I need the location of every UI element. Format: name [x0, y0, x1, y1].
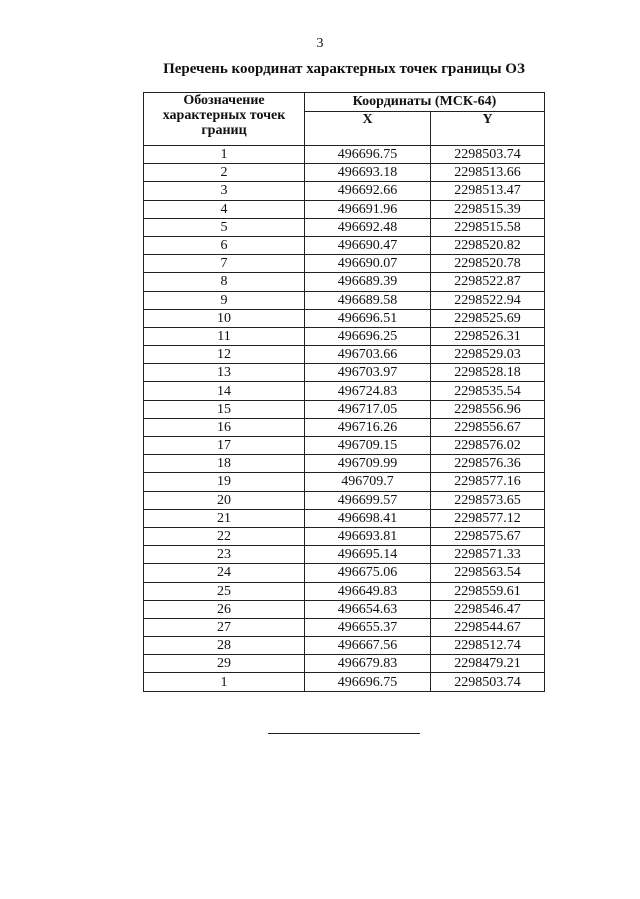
- y-coordinate-cell: 2298573.65: [431, 491, 545, 509]
- table-row: [144, 491, 545, 509]
- y-coordinate-cell: 2298575.67: [431, 527, 545, 545]
- x-coordinate-cell: 496699.57: [305, 491, 431, 509]
- table-row: [144, 582, 545, 600]
- page-number: 3: [316, 36, 324, 51]
- y-coordinate-cell: 2298513.66: [431, 164, 545, 182]
- y-coordinate-cell: 2298535.54: [431, 382, 545, 400]
- table-row: [144, 564, 545, 582]
- x-coordinate-cell: 496693.81: [305, 527, 431, 545]
- y-coordinate-cell: 2298520.82: [431, 236, 545, 254]
- header-point-designation: Обозначение характерных точек границ: [144, 93, 305, 146]
- point-number-cell: 29: [144, 655, 305, 673]
- y-coordinate-cell: 2298522.87: [431, 273, 545, 291]
- point-number-cell: 23: [144, 546, 305, 564]
- x-coordinate-cell: 496709.15: [305, 437, 431, 455]
- y-coordinate-cell: 2298515.58: [431, 218, 545, 236]
- y-coordinate-cell: 2298522.94: [431, 291, 545, 309]
- y-coordinate-cell: 2298556.67: [431, 418, 545, 436]
- point-number-cell: 4: [144, 200, 305, 218]
- table-row: [144, 600, 545, 618]
- table-row: [144, 364, 545, 382]
- table-row: [144, 546, 545, 564]
- table-row: [144, 200, 545, 218]
- point-number-cell: 28: [144, 637, 305, 655]
- point-number-cell: 27: [144, 618, 305, 636]
- header-coordinates: Координаты (МСК-64): [305, 93, 545, 112]
- table-row: [144, 655, 545, 673]
- x-coordinate-cell: 496696.51: [305, 309, 431, 327]
- table-row: [144, 346, 545, 364]
- y-coordinate-cell: 2298577.12: [431, 509, 545, 527]
- table-row: [144, 255, 545, 273]
- point-number-cell: 12: [144, 346, 305, 364]
- point-number-cell: 1: [144, 673, 305, 691]
- y-coordinate-cell: 2298513.47: [431, 182, 545, 200]
- x-coordinate-cell: 496654.63: [305, 600, 431, 618]
- y-coordinate-cell: 2298512.74: [431, 637, 545, 655]
- x-coordinate-cell: 496692.66: [305, 182, 431, 200]
- x-coordinate-cell: 496717.05: [305, 400, 431, 418]
- point-number-cell: 21: [144, 509, 305, 527]
- document-title: Перечень координат характерных точек границы ОЗ: [163, 61, 525, 77]
- x-coordinate-cell: 496690.07: [305, 255, 431, 273]
- table-row: [144, 327, 545, 345]
- table-row: [144, 473, 545, 491]
- y-coordinate-cell: 2298577.16: [431, 473, 545, 491]
- x-coordinate-cell: 496696.25: [305, 327, 431, 345]
- y-coordinate-cell: 2298503.74: [431, 673, 545, 691]
- x-coordinate-cell: 496692.48: [305, 218, 431, 236]
- point-number-cell: 24: [144, 564, 305, 582]
- table-row: [144, 236, 545, 254]
- point-number-cell: 26: [144, 600, 305, 618]
- y-coordinate-cell: 2298529.03: [431, 346, 545, 364]
- table-row: [144, 182, 545, 200]
- y-coordinate-cell: 2298526.31: [431, 327, 545, 345]
- y-coordinate-cell: 2298576.36: [431, 455, 545, 473]
- x-coordinate-cell: 496724.83: [305, 382, 431, 400]
- y-coordinate-cell: 2298544.67: [431, 618, 545, 636]
- signature-line: [268, 733, 420, 734]
- point-number-cell: 9: [144, 291, 305, 309]
- table-row: [144, 291, 545, 309]
- y-coordinate-cell: 2298559.61: [431, 582, 545, 600]
- y-coordinate-cell: 2298479.21: [431, 655, 545, 673]
- table-row: [144, 418, 545, 436]
- x-coordinate-cell: 496709.99: [305, 455, 431, 473]
- x-coordinate-cell: 496691.96: [305, 200, 431, 218]
- point-number-cell: 6: [144, 236, 305, 254]
- table-header: [144, 93, 545, 146]
- point-number-cell: 2: [144, 164, 305, 182]
- y-coordinate-cell: 2298520.78: [431, 255, 545, 273]
- point-number-cell: 13: [144, 364, 305, 382]
- x-coordinate-cell: 496696.75: [305, 673, 431, 691]
- point-number-cell: 1: [144, 146, 305, 164]
- y-coordinate-cell: 2298576.02: [431, 437, 545, 455]
- table-row: [144, 455, 545, 473]
- table-row: [144, 309, 545, 327]
- y-coordinate-cell: 2298503.74: [431, 146, 545, 164]
- point-number-cell: 22: [144, 527, 305, 545]
- y-coordinate-cell: 2298525.69: [431, 309, 545, 327]
- point-number-cell: 20: [144, 491, 305, 509]
- table-row: [144, 527, 545, 545]
- x-coordinate-cell: 496649.83: [305, 582, 431, 600]
- point-number-cell: 15: [144, 400, 305, 418]
- y-coordinate-cell: 2298546.47: [431, 600, 545, 618]
- y-coordinate-cell: 2298528.18: [431, 364, 545, 382]
- x-coordinate-cell: 496703.66: [305, 346, 431, 364]
- table-row: [144, 400, 545, 418]
- x-coordinate-cell: 496689.58: [305, 291, 431, 309]
- x-coordinate-cell: 496689.39: [305, 273, 431, 291]
- header-x: X: [305, 112, 431, 146]
- table-row: [144, 382, 545, 400]
- point-number-cell: 16: [144, 418, 305, 436]
- x-coordinate-cell: 496667.56: [305, 637, 431, 655]
- y-coordinate-cell: 2298515.39: [431, 200, 545, 218]
- table-row: [144, 273, 545, 291]
- x-coordinate-cell: 496679.83: [305, 655, 431, 673]
- x-coordinate-cell: 496709.7: [305, 473, 431, 491]
- x-coordinate-cell: 496703.97: [305, 364, 431, 382]
- x-coordinate-cell: 496693.18: [305, 164, 431, 182]
- point-number-cell: 14: [144, 382, 305, 400]
- table-row: [144, 673, 545, 691]
- x-coordinate-cell: 496655.37: [305, 618, 431, 636]
- coordinates-table: [143, 92, 545, 692]
- table-row: [144, 618, 545, 636]
- header-y: Y: [431, 112, 545, 146]
- table-row: [144, 146, 545, 164]
- table-row: [144, 437, 545, 455]
- header-row: [144, 93, 545, 112]
- point-number-cell: 7: [144, 255, 305, 273]
- point-number-cell: 17: [144, 437, 305, 455]
- y-coordinate-cell: 2298571.33: [431, 546, 545, 564]
- x-coordinate-cell: 496696.75: [305, 146, 431, 164]
- y-coordinate-cell: 2298556.96: [431, 400, 545, 418]
- x-coordinate-cell: 496690.47: [305, 236, 431, 254]
- x-coordinate-cell: 496695.14: [305, 546, 431, 564]
- point-number-cell: 3: [144, 182, 305, 200]
- point-number-cell: 5: [144, 218, 305, 236]
- table-row: [144, 637, 545, 655]
- point-number-cell: 8: [144, 273, 305, 291]
- point-number-cell: 19: [144, 473, 305, 491]
- x-coordinate-cell: 496675.06: [305, 564, 431, 582]
- table-row: [144, 509, 545, 527]
- y-coordinate-cell: 2298563.54: [431, 564, 545, 582]
- table-row: [144, 218, 545, 236]
- point-number-cell: 11: [144, 327, 305, 345]
- point-number-cell: 18: [144, 455, 305, 473]
- x-coordinate-cell: 496716.26: [305, 418, 431, 436]
- table-row: [144, 164, 545, 182]
- point-number-cell: 10: [144, 309, 305, 327]
- table-body: [144, 146, 545, 692]
- x-coordinate-cell: 496698.41: [305, 509, 431, 527]
- point-number-cell: 25: [144, 582, 305, 600]
